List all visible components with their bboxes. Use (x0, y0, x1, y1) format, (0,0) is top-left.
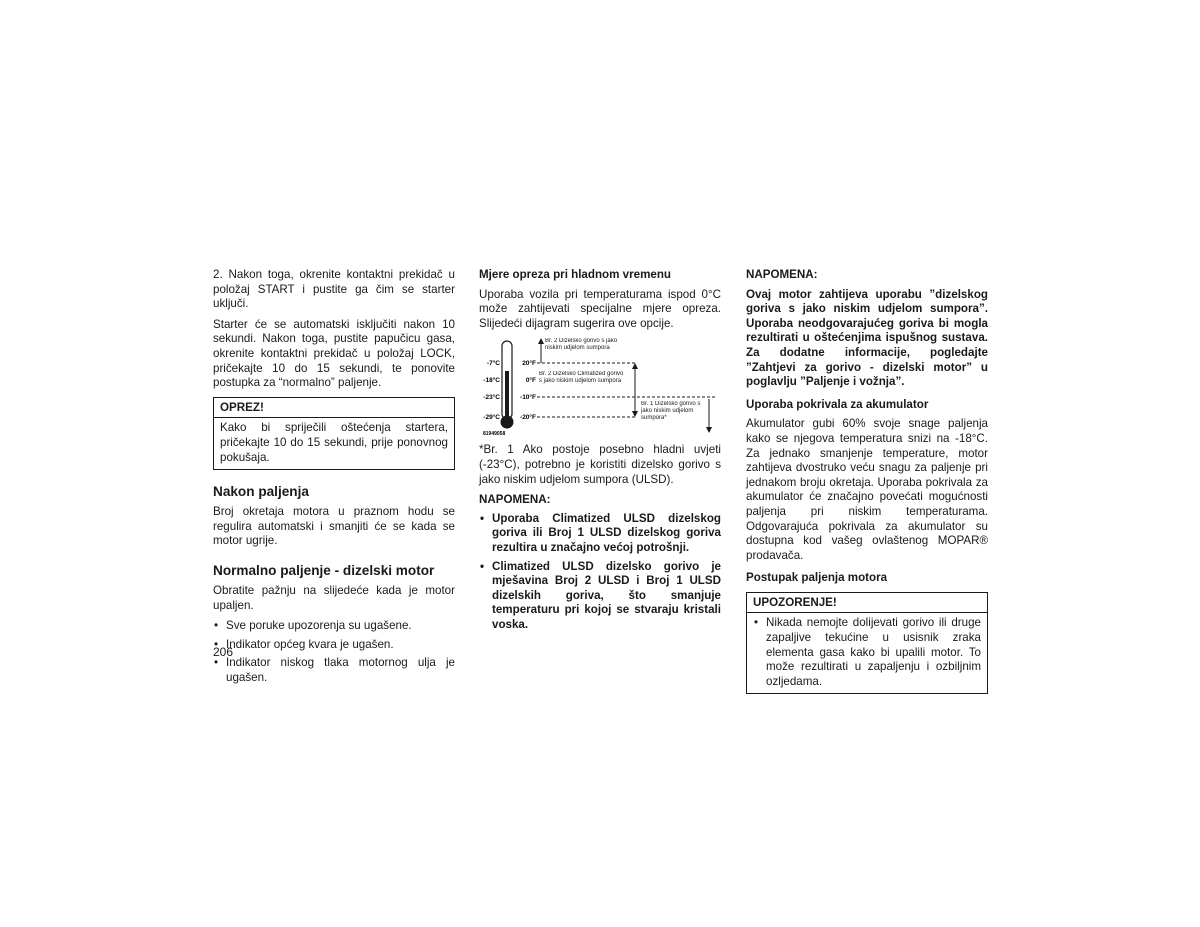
fuel-label-no2: Br. 2 Dizelsko gorivo s jako niskim udjelom sumpora (545, 338, 618, 352)
note-text: Ovaj motor zahtijeva uporabu ”dizelskog goriva s jako niskim udjelom sumpora”. Uporaba neodgovarajućeg goriva bi mogla rezultirati u oštećenjima ispušnog sustava. Za dodatne informacije, pogledajte ”Zahtjevi za gorivo - dizelski motor” u poglavlju ”Paljenje i vožnja”. (746, 287, 988, 389)
column-right (746, 268, 988, 702)
list-item: • Sve poruke upozorenja su ugašene. (213, 619, 455, 634)
thermometer-mercury (505, 371, 509, 419)
warning-list (753, 616, 981, 689)
start-procedure-heading: Postupak paljenja motora (746, 571, 888, 585)
caution-title: OPREZ! (214, 401, 454, 419)
f-label: 20°F (522, 360, 536, 368)
arrow-mid-top-icon (632, 363, 638, 369)
caution-box (213, 397, 455, 470)
warning-title: UPOZORENJE! (747, 596, 987, 614)
heading-after-start: Nakon paljenja (213, 484, 309, 500)
cold-weather-paragraph: Uporaba vozila pri temperaturama ispod 0°C može zahtijevati specijalne mjere opreza. Slijedeći dijagram sugerira ove opcije. (479, 287, 721, 330)
battery-paragraph: Akumulator gubi 60% svoje snage paljenja kako se njegova temperatura snizi na -18°C. Za jednako smanjenje temperature, motor zahtijeva dvostruko veću snagu za paljenje pri jednakom broju okretaja. Uporaba pokrivala za akumulator će značajno povećati mogućnosti paljenja pri niskim temperaturama. Odgovarajuća pokrivala za akumulator su dostupna kod vašeg ovlaštenog MOPAR® prodavača. (746, 417, 988, 562)
page-number: 206 (213, 645, 234, 659)
cold-weather-heading: Mjere opreza pri hladnom vremenu (479, 268, 671, 281)
arrow-mid-bottom-icon (632, 411, 638, 417)
f-label: -20°F (520, 414, 536, 422)
list-item: • Climatized ULSD dizelsko gorivo je mješavina Broj 2 ULSD i Broj 1 ULSD dizelskih goriva, što smanjuje temperaturu pri kojoj se stvaraju kristali voska. (479, 560, 721, 633)
c-label: -18°C (483, 377, 500, 385)
arrow-up-icon (538, 338, 544, 344)
note-list (479, 512, 721, 633)
list-item: • Indikator općeg kvara je ugašen. (213, 638, 455, 653)
battery-heading: Uporaba pokrivala za akumulator (746, 397, 929, 411)
normal-start-paragraph: Obratite pažnju na slijedeće kada je motor upaljen. (213, 583, 455, 612)
heading-normal-start: Normalno paljenje - dizelski motor (213, 562, 435, 578)
fuel-temperature-diagram (479, 337, 721, 437)
c-label: -29°C (483, 414, 500, 422)
c-label: -7°C (486, 360, 500, 368)
caution-text: Kako bi spriječili oštećenja startera, pričekajte 10 do 15 sekundi, prije ponovnog pokušaja. (220, 421, 448, 464)
thermometer-bulb (501, 416, 514, 429)
list-item: • Indikator niskog tlaka motornog ulja je ugašen. (213, 656, 455, 685)
after-start-paragraph: Broj okretaja motora u praznom hodu se regulira automatski i smanjiti će se kada se motor ugrije. (213, 505, 455, 548)
f-label: 0°F (525, 377, 536, 385)
note-label: NAPOMENA: (746, 268, 818, 281)
step-2-paragraph: 2. Nakon toga, okrenite kontaktni prekidač u položaj START i pustite ga čim se starter uključi. (213, 268, 455, 311)
ulsd-paragraph: *Br. 1 Ako postoje posebno hladni uvjeti (-23°C), potrebno je koristiti dizelsko gorivo s jako niskim udjelom sumpora (ULSD). (479, 443, 721, 486)
column-middle (479, 268, 721, 639)
figure-code: 81949058 (483, 431, 506, 438)
list-item: • Nikada nemojte dolijevati gorivo ili druge zapaljive tekućine u usisnik zraka elementa gasa kako bi upalili motor. To može rezultirati u zapaljenju i ozbiljnim ozljedama. (753, 616, 981, 689)
list-item: • Uporaba Climatized ULSD dizelskog goriva ili Broj 1 ULSD dizelskog goriva rezultira u značajno većoj potrošnji. (479, 512, 721, 556)
note-label: NAPOMENA: (479, 493, 551, 507)
normal-start-list (213, 619, 455, 685)
warning-box (746, 592, 988, 695)
fuel-label-no1: Br. 1 Dizelsko gorivo s jako niskim udjelom sumpora* (641, 401, 701, 422)
f-label: -10°F (520, 394, 536, 402)
fuel-label-climatized: Br. 2 Dizelsko Climatized gorivo s jako niskim udjelom sumpora (539, 371, 624, 385)
c-label: -23°C (483, 394, 500, 402)
column-left (213, 268, 455, 691)
starter-paragraph: Starter će se automatski isključiti nakon 10 sekundi. Nakon toga, pustite papučicu gasa, okrenite kontaktni prekidač u položaj LOCK, pričekajte 10 do 15 sekundi, te ponovite postupka za “normalno” paljenje. (213, 317, 455, 390)
